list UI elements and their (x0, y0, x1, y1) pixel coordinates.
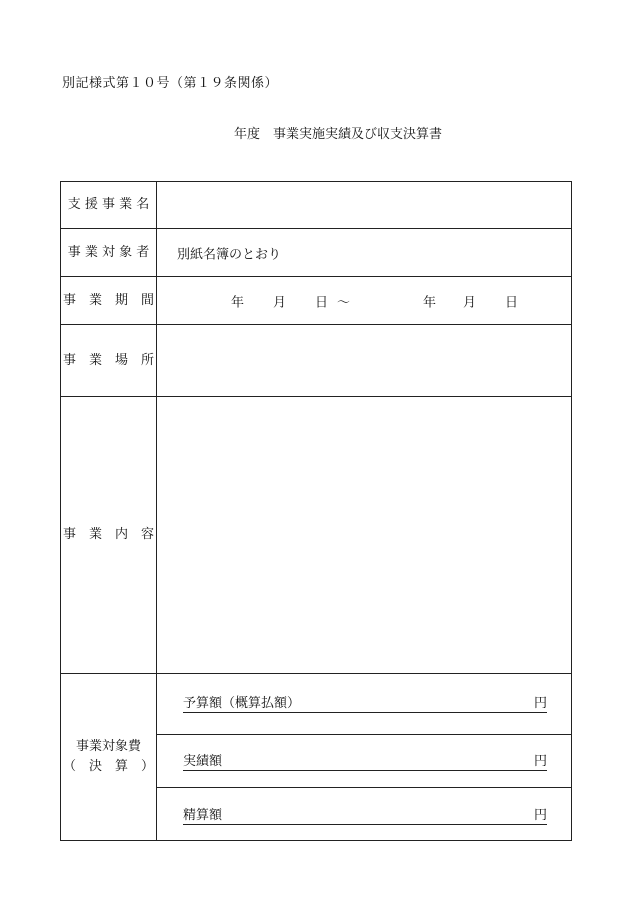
settlement-amount-field[interactable] (183, 806, 547, 825)
settlement-amount-cell (157, 788, 571, 840)
location-label: 事 業 場 所 (61, 325, 157, 396)
project-name-row (61, 182, 571, 229)
actual-amount-label: 実績額 (183, 754, 223, 769)
start-year-marker: 年 (231, 295, 245, 310)
content-field[interactable] (157, 397, 571, 673)
settlement-yen-unit: 円 (533, 808, 547, 823)
target-person-label: 事 業 対 象 者 (61, 229, 157, 276)
cost-label-line2: （ 決 算 ） (62, 759, 154, 774)
period-separator: ～ (337, 295, 351, 310)
content-row (61, 397, 571, 674)
target-person-value: 別紙名簿のとおり (177, 247, 282, 262)
form-number: 別記様式第１０号（第１９条関係） (62, 76, 279, 91)
target-person-field[interactable] (157, 229, 571, 276)
budget-amount-field[interactable] (183, 694, 547, 713)
start-day-marker: 日 (315, 295, 329, 310)
target-person-row (61, 229, 571, 277)
cost-label-line1: 事業対象費 (75, 739, 141, 754)
document-title: 年度 事業実施実績及び収支決算書 (234, 127, 443, 142)
cost-label (61, 674, 157, 840)
location-field[interactable] (157, 325, 571, 396)
actual-amount-field[interactable] (183, 752, 547, 771)
budget-yen-unit: 円 (533, 696, 547, 711)
start-month-marker: 月 (273, 295, 287, 310)
project-name-label: 支 援 事 業 名 (61, 182, 157, 228)
end-year-marker: 年 (423, 295, 437, 310)
cost-values (157, 674, 571, 840)
actual-yen-unit: 円 (533, 754, 547, 769)
cost-row (61, 674, 571, 840)
period-field[interactable] (157, 277, 571, 324)
period-row (61, 277, 571, 325)
content-label: 事 業 内 容 (61, 397, 157, 673)
actual-amount-cell (157, 735, 571, 788)
settlement-amount-label: 精算額 (183, 808, 223, 823)
report-form-table (60, 181, 572, 841)
budget-amount-cell (157, 674, 571, 735)
end-day-marker: 日 (505, 295, 519, 310)
period-label: 事 業 期 間 (61, 277, 157, 324)
project-name-field[interactable] (157, 182, 571, 228)
end-month-marker: 月 (463, 295, 477, 310)
budget-amount-label: 予算額（概算払額） (183, 696, 301, 711)
location-row (61, 325, 571, 397)
